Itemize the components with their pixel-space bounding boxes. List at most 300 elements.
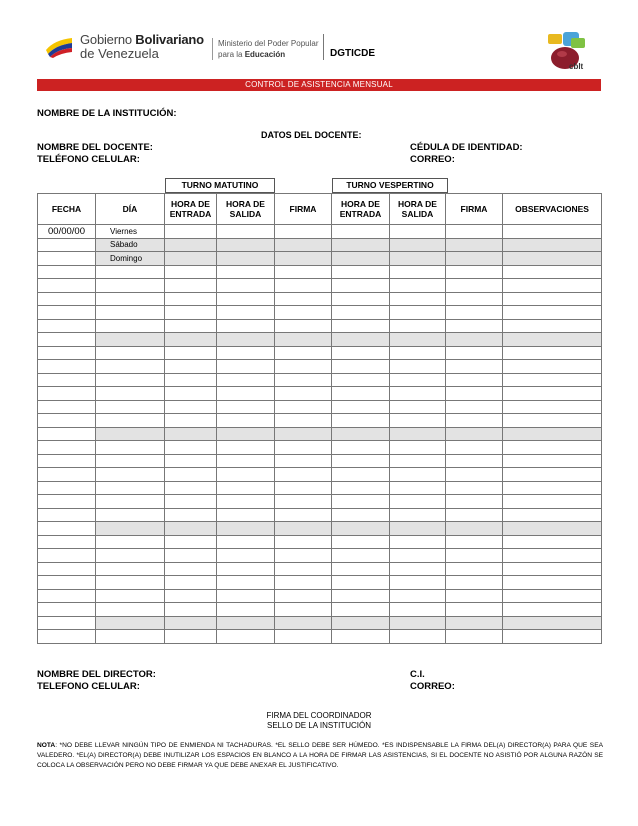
table-cell-salida-vespertino[interactable] <box>390 508 446 522</box>
table-cell-fecha[interactable] <box>38 306 96 320</box>
table-cell-salida-matutino[interactable] <box>217 481 275 495</box>
table-cell-salida-matutino[interactable] <box>217 387 275 401</box>
table-cell-entrada-matutino[interactable] <box>165 400 217 414</box>
table-cell-firma-vespertino[interactable] <box>446 630 503 644</box>
table-cell-dia[interactable] <box>96 400 165 414</box>
table-cell-dia[interactable] <box>96 427 165 441</box>
table-row <box>38 346 602 360</box>
table-cell-fecha[interactable] <box>38 454 96 468</box>
table-cell-salida-vespertino[interactable] <box>390 225 446 239</box>
table-cell-firma-matutino[interactable] <box>275 508 332 522</box>
table-cell-entrada-matutino[interactable] <box>165 481 217 495</box>
director-email-label: CORREO: <box>410 681 455 692</box>
table-cell-firma-vespertino[interactable] <box>446 225 503 239</box>
table-cell-salida-vespertino[interactable] <box>390 292 446 306</box>
table-cell-observaciones[interactable] <box>503 481 602 495</box>
director-phone-label: TELEFONO CELULAR: <box>37 681 140 692</box>
table-cell-fecha[interactable] <box>38 333 96 347</box>
table-cell-entrada-matutino[interactable] <box>165 306 217 320</box>
table-cell-firma-matutino[interactable] <box>275 468 332 482</box>
table-cell-firma-matutino[interactable] <box>275 319 332 333</box>
table-cell-observaciones[interactable] <box>503 238 602 252</box>
table-cell-fecha[interactable] <box>38 400 96 414</box>
table-cell-salida-vespertino[interactable] <box>390 535 446 549</box>
table-cell-entrada-matutino[interactable] <box>165 454 217 468</box>
table-cell-entrada-matutino[interactable] <box>165 589 217 603</box>
table-cell-salida-vespertino[interactable] <box>390 454 446 468</box>
table-cell-firma-vespertino[interactable] <box>446 549 503 563</box>
table-cell-firma-matutino[interactable] <box>275 454 332 468</box>
table-cell-dia[interactable] <box>96 616 165 630</box>
table-cell-firma-vespertino[interactable] <box>446 616 503 630</box>
table-cell-dia[interactable] <box>96 522 165 536</box>
table-cell-entrada-matutino[interactable] <box>165 414 217 428</box>
table-cell-observaciones[interactable] <box>503 225 602 239</box>
table-cell-observaciones[interactable] <box>503 333 602 347</box>
table-cell-firma-vespertino[interactable] <box>446 508 503 522</box>
table-cell-observaciones[interactable] <box>503 292 602 306</box>
table-cell-entrada-vespertino[interactable] <box>332 279 390 293</box>
table-cell-salida-matutino[interactable] <box>217 265 275 279</box>
table-cell-salida-vespertino[interactable] <box>390 468 446 482</box>
table-cell-entrada-vespertino[interactable] <box>332 481 390 495</box>
table-cell-firma-vespertino[interactable] <box>446 400 503 414</box>
table-cell-salida-matutino[interactable] <box>217 630 275 644</box>
table-cell-firma-matutino[interactable] <box>275 306 332 320</box>
document-header <box>0 0 638 80</box>
table-cell-entrada-vespertino[interactable] <box>332 616 390 630</box>
table-cell-salida-vespertino[interactable] <box>390 252 446 266</box>
table-cell-fecha[interactable] <box>38 360 96 374</box>
table-cell-observaciones[interactable] <box>503 346 602 360</box>
table-cell-firma-matutino[interactable] <box>275 562 332 576</box>
table-cell-firma-vespertino[interactable] <box>446 468 503 482</box>
table-cell-firma-vespertino[interactable] <box>446 495 503 509</box>
table-cell-salida-vespertino[interactable] <box>390 400 446 414</box>
table-cell-firma-matutino[interactable] <box>275 400 332 414</box>
table-cell-entrada-matutino[interactable] <box>165 319 217 333</box>
table-cell-salida-vespertino[interactable] <box>390 265 446 279</box>
table-cell-firma-vespertino[interactable] <box>446 414 503 428</box>
table-cell-entrada-matutino[interactable] <box>165 576 217 590</box>
table-cell-observaciones[interactable] <box>503 468 602 482</box>
table-cell-fecha[interactable] <box>38 630 96 644</box>
table-header-row <box>38 194 602 225</box>
table-cell-fecha[interactable] <box>38 522 96 536</box>
table-cell-salida-matutino[interactable] <box>217 427 275 441</box>
table-cell-entrada-matutino[interactable] <box>165 522 217 536</box>
table-cell-entrada-matutino[interactable] <box>165 292 217 306</box>
table-cell-firma-matutino[interactable] <box>275 481 332 495</box>
table-cell-salida-vespertino[interactable] <box>390 522 446 536</box>
table-cell-entrada-vespertino[interactable] <box>332 306 390 320</box>
table-cell-entrada-matutino[interactable] <box>165 535 217 549</box>
table-cell-observaciones[interactable] <box>503 549 602 563</box>
table-cell-salida-vespertino[interactable] <box>390 414 446 428</box>
table-cell-observaciones[interactable] <box>503 616 602 630</box>
shift-afternoon-header: TURNO VESPERTINO <box>332 178 448 193</box>
table-cell-entrada-matutino[interactable] <box>165 427 217 441</box>
table-cell-dia[interactable] <box>96 373 165 387</box>
table-cell-salida-matutino[interactable] <box>217 319 275 333</box>
table-cell-fecha[interactable] <box>38 373 96 387</box>
table-cell-dia[interactable] <box>96 630 165 644</box>
table-cell-dia[interactable] <box>96 306 165 320</box>
table-cell-fecha[interactable] <box>38 414 96 428</box>
cblt-logo-text: cblt <box>569 62 584 71</box>
table-cell-entrada-vespertino[interactable] <box>332 292 390 306</box>
table-cell-salida-vespertino[interactable] <box>390 603 446 617</box>
table-cell-fecha[interactable] <box>38 616 96 630</box>
table-cell-fecha[interactable] <box>38 549 96 563</box>
table-cell-entrada-vespertino[interactable] <box>332 630 390 644</box>
table-cell-entrada-matutino[interactable] <box>165 508 217 522</box>
table-cell-salida-vespertino[interactable] <box>390 589 446 603</box>
table-cell-firma-matutino[interactable] <box>275 279 332 293</box>
table-cell-firma-vespertino[interactable] <box>446 589 503 603</box>
table-cell-salida-vespertino[interactable] <box>390 373 446 387</box>
table-cell-entrada-matutino[interactable] <box>165 616 217 630</box>
table-cell-observaciones[interactable] <box>503 279 602 293</box>
table-cell-entrada-vespertino[interactable] <box>332 252 390 266</box>
table-cell-entrada-vespertino[interactable] <box>332 508 390 522</box>
table-cell-entrada-vespertino[interactable] <box>332 387 390 401</box>
table-cell-dia[interactable] <box>96 508 165 522</box>
table-cell-firma-vespertino[interactable] <box>446 427 503 441</box>
table-cell-firma-matutino[interactable] <box>275 549 332 563</box>
table-cell-fecha[interactable] <box>38 562 96 576</box>
teacher-email-label: CORREO: <box>410 154 455 165</box>
table-cell-salida-matutino[interactable] <box>217 238 275 252</box>
table-cell-salida-matutino[interactable] <box>217 225 275 239</box>
table-cell-salida-matutino[interactable] <box>217 508 275 522</box>
table-row <box>38 387 602 401</box>
table-cell-observaciones[interactable] <box>503 319 602 333</box>
table-cell-firma-matutino[interactable] <box>275 360 332 374</box>
table-cell-entrada-vespertino[interactable] <box>332 265 390 279</box>
table-cell-entrada-matutino[interactable] <box>165 238 217 252</box>
table-cell-entrada-matutino[interactable] <box>165 279 217 293</box>
table-cell-entrada-matutino[interactable] <box>165 549 217 563</box>
table-cell-fecha[interactable] <box>38 279 96 293</box>
table-cell-salida-matutino[interactable] <box>217 360 275 374</box>
table-cell-firma-vespertino[interactable] <box>446 279 503 293</box>
table-cell-firma-matutino[interactable] <box>275 265 332 279</box>
table-cell-entrada-matutino[interactable] <box>165 387 217 401</box>
table-cell-observaciones[interactable] <box>503 373 602 387</box>
table-cell-firma-matutino[interactable] <box>275 238 332 252</box>
table-cell-entrada-vespertino[interactable] <box>332 562 390 576</box>
table-cell-entrada-matutino[interactable] <box>165 265 217 279</box>
table-cell-entrada-vespertino[interactable] <box>332 535 390 549</box>
table-cell-salida-vespertino[interactable] <box>390 616 446 630</box>
table-cell-entrada-vespertino[interactable] <box>332 589 390 603</box>
table-cell-observaciones[interactable] <box>503 427 602 441</box>
table-cell-entrada-matutino[interactable] <box>165 468 217 482</box>
table-cell-firma-vespertino[interactable] <box>446 252 503 266</box>
table-cell-observaciones[interactable] <box>503 508 602 522</box>
table-cell-entrada-matutino[interactable] <box>165 495 217 509</box>
table-cell-fecha[interactable] <box>38 481 96 495</box>
table-cell-salida-matutino[interactable] <box>217 400 275 414</box>
table-cell-dia[interactable] <box>96 387 165 401</box>
table-cell-dia[interactable] <box>96 535 165 549</box>
table-cell-firma-vespertino[interactable] <box>446 360 503 374</box>
table-cell-firma-vespertino[interactable] <box>446 441 503 455</box>
table-cell-dia[interactable] <box>96 603 165 617</box>
table-cell-fecha[interactable] <box>38 441 96 455</box>
table-cell-salida-vespertino[interactable] <box>390 279 446 293</box>
table-cell-entrada-vespertino[interactable] <box>332 468 390 482</box>
table-cell-entrada-matutino[interactable] <box>165 333 217 347</box>
column-header-fecha: FECHA <box>38 194 96 225</box>
table-cell-salida-matutino[interactable] <box>217 535 275 549</box>
table-cell-firma-vespertino[interactable] <box>446 481 503 495</box>
table-cell-firma-matutino[interactable] <box>275 535 332 549</box>
table-cell-firma-vespertino[interactable] <box>446 576 503 590</box>
table-cell-firma-matutino[interactable] <box>275 630 332 644</box>
table-row <box>38 495 602 509</box>
table-cell-salida-matutino[interactable] <box>217 346 275 360</box>
table-cell-firma-vespertino[interactable] <box>446 238 503 252</box>
table-cell-salida-matutino[interactable] <box>217 468 275 482</box>
table-cell-salida-vespertino[interactable] <box>390 576 446 590</box>
table-row <box>38 535 602 549</box>
table-cell-entrada-vespertino[interactable] <box>332 495 390 509</box>
table-cell-dia[interactable] <box>96 414 165 428</box>
table-cell-fecha[interactable] <box>38 238 96 252</box>
table-cell-firma-matutino[interactable] <box>275 373 332 387</box>
table-cell-firma-matutino[interactable] <box>275 333 332 347</box>
table-cell-salida-matutino[interactable] <box>217 292 275 306</box>
table-cell-fecha[interactable] <box>38 292 96 306</box>
table-cell-fecha[interactable]: 00/00/00 <box>38 225 96 239</box>
table-cell-observaciones[interactable] <box>503 400 602 414</box>
table-cell-dia[interactable]: Sábado <box>96 238 165 252</box>
table-cell-salida-matutino[interactable] <box>217 562 275 576</box>
table-cell-firma-matutino[interactable] <box>275 414 332 428</box>
table-cell-salida-vespertino[interactable] <box>390 549 446 563</box>
table-cell-salida-matutino[interactable] <box>217 549 275 563</box>
table-cell-fecha[interactable] <box>38 265 96 279</box>
table-cell-entrada-vespertino[interactable] <box>332 576 390 590</box>
table-cell-dia[interactable] <box>96 562 165 576</box>
table-cell-observaciones[interactable] <box>503 387 602 401</box>
table-cell-salida-vespertino[interactable] <box>390 306 446 320</box>
table-cell-entrada-matutino[interactable] <box>165 252 217 266</box>
table-cell-firma-vespertino[interactable] <box>446 535 503 549</box>
table-cell-entrada-vespertino[interactable] <box>332 333 390 347</box>
table-cell-observaciones[interactable] <box>503 603 602 617</box>
table-cell-observaciones[interactable] <box>503 630 602 644</box>
table-cell-observaciones[interactable] <box>503 495 602 509</box>
table-cell-fecha[interactable] <box>38 427 96 441</box>
table-cell-observaciones[interactable] <box>503 576 602 590</box>
table-cell-fecha[interactable] <box>38 468 96 482</box>
table-cell-salida-matutino[interactable] <box>217 616 275 630</box>
table-cell-salida-matutino[interactable] <box>217 333 275 347</box>
table-cell-entrada-matutino[interactable] <box>165 441 217 455</box>
table-cell-fecha[interactable] <box>38 387 96 401</box>
table-cell-observaciones[interactable] <box>503 265 602 279</box>
table-cell-entrada-vespertino[interactable] <box>332 549 390 563</box>
table-cell-dia[interactable] <box>96 454 165 468</box>
table-cell-fecha[interactable] <box>38 495 96 509</box>
table-cell-entrada-vespertino[interactable] <box>332 522 390 536</box>
table-cell-firma-vespertino[interactable] <box>446 333 503 347</box>
table-cell-dia[interactable] <box>96 333 165 347</box>
table-cell-entrada-vespertino[interactable] <box>332 373 390 387</box>
table-cell-firma-vespertino[interactable] <box>446 306 503 320</box>
table-cell-salida-matutino[interactable] <box>217 414 275 428</box>
table-cell-fecha[interactable] <box>38 535 96 549</box>
table-row <box>38 616 602 630</box>
government-name-line2: de Venezuela <box>80 46 159 61</box>
table-cell-observaciones[interactable] <box>503 306 602 320</box>
table-cell-dia[interactable] <box>96 589 165 603</box>
table-cell-observaciones[interactable] <box>503 441 602 455</box>
table-cell-observaciones[interactable] <box>503 535 602 549</box>
table-cell-fecha[interactable] <box>38 346 96 360</box>
table-cell-firma-matutino[interactable] <box>275 225 332 239</box>
table-cell-dia[interactable] <box>96 360 165 374</box>
table-cell-dia[interactable] <box>96 346 165 360</box>
table-row <box>38 603 602 617</box>
director-name-label: NOMBRE DEL DIRECTOR: <box>37 669 156 680</box>
table-cell-firma-vespertino[interactable] <box>446 603 503 617</box>
table-cell-firma-matutino[interactable] <box>275 292 332 306</box>
table-cell-entrada-vespertino[interactable] <box>332 441 390 455</box>
table-cell-entrada-vespertino[interactable] <box>332 603 390 617</box>
table-cell-salida-vespertino[interactable] <box>390 238 446 252</box>
table-cell-firma-matutino[interactable] <box>275 589 332 603</box>
table-cell-fecha[interactable] <box>38 603 96 617</box>
table-cell-salida-matutino[interactable] <box>217 454 275 468</box>
table-cell-entrada-vespertino[interactable] <box>332 346 390 360</box>
table-cell-dia[interactable] <box>96 481 165 495</box>
table-cell-salida-vespertino[interactable] <box>390 481 446 495</box>
table-cell-observaciones[interactable] <box>503 454 602 468</box>
table-cell-firma-matutino[interactable] <box>275 576 332 590</box>
table-cell-salida-matutino[interactable] <box>217 495 275 509</box>
table-cell-dia[interactable] <box>96 549 165 563</box>
table-cell-entrada-matutino[interactable] <box>165 225 217 239</box>
table-cell-entrada-vespertino[interactable] <box>332 225 390 239</box>
table-cell-fecha[interactable] <box>38 508 96 522</box>
table-cell-firma-matutino[interactable] <box>275 387 332 401</box>
table-row <box>38 279 602 293</box>
table-cell-salida-vespertino[interactable] <box>390 427 446 441</box>
table-cell-entrada-matutino[interactable] <box>165 373 217 387</box>
table-row <box>38 238 602 252</box>
table-row <box>38 508 602 522</box>
table-cell-salida-matutino[interactable] <box>217 603 275 617</box>
table-row <box>38 252 602 266</box>
table-cell-entrada-matutino[interactable] <box>165 360 217 374</box>
table-cell-firma-vespertino[interactable] <box>446 265 503 279</box>
table-cell-dia[interactable] <box>96 495 165 509</box>
table-cell-salida-matutino[interactable] <box>217 373 275 387</box>
table-cell-entrada-vespertino[interactable] <box>332 319 390 333</box>
table-cell-entrada-vespertino[interactable] <box>332 360 390 374</box>
table-cell-salida-vespertino[interactable] <box>390 441 446 455</box>
table-cell-entrada-vespertino[interactable] <box>332 454 390 468</box>
table-cell-observaciones[interactable] <box>503 252 602 266</box>
table-cell-observaciones[interactable] <box>503 522 602 536</box>
table-cell-salida-vespertino[interactable] <box>390 346 446 360</box>
table-cell-salida-vespertino[interactable] <box>390 387 446 401</box>
table-cell-firma-vespertino[interactable] <box>446 454 503 468</box>
table-cell-fecha[interactable] <box>38 319 96 333</box>
table-cell-salida-vespertino[interactable] <box>390 495 446 509</box>
table-cell-firma-vespertino[interactable] <box>446 387 503 401</box>
table-cell-firma-matutino[interactable] <box>275 603 332 617</box>
table-cell-dia[interactable] <box>96 468 165 482</box>
table-cell-observaciones[interactable] <box>503 562 602 576</box>
table-cell-firma-matutino[interactable] <box>275 252 332 266</box>
table-cell-entrada-vespertino[interactable] <box>332 427 390 441</box>
table-cell-observaciones[interactable] <box>503 414 602 428</box>
table-cell-entrada-vespertino[interactable] <box>332 414 390 428</box>
table-cell-salida-vespertino[interactable] <box>390 360 446 374</box>
table-cell-dia[interactable] <box>96 319 165 333</box>
table-cell-firma-vespertino[interactable] <box>446 522 503 536</box>
table-cell-salida-matutino[interactable] <box>217 522 275 536</box>
table-cell-salida-vespertino[interactable] <box>390 562 446 576</box>
table-cell-firma-vespertino[interactable] <box>446 562 503 576</box>
table-cell-entrada-matutino[interactable] <box>165 346 217 360</box>
table-cell-firma-matutino[interactable] <box>275 495 332 509</box>
table-cell-firma-matutino[interactable] <box>275 522 332 536</box>
table-row <box>38 454 602 468</box>
table-cell-fecha[interactable] <box>38 576 96 590</box>
table-cell-dia[interactable] <box>96 279 165 293</box>
table-cell-entrada-matutino[interactable] <box>165 603 217 617</box>
table-cell-firma-matutino[interactable] <box>275 346 332 360</box>
table-cell-fecha[interactable] <box>38 589 96 603</box>
table-cell-dia[interactable] <box>96 441 165 455</box>
table-cell-salida-matutino[interactable] <box>217 576 275 590</box>
table-cell-dia[interactable] <box>96 576 165 590</box>
table-cell-salida-matutino[interactable] <box>217 252 275 266</box>
table-cell-entrada-matutino[interactable] <box>165 630 217 644</box>
table-cell-firma-matutino[interactable] <box>275 616 332 630</box>
table-cell-fecha[interactable] <box>38 252 96 266</box>
table-cell-entrada-vespertino[interactable] <box>332 238 390 252</box>
table-cell-salida-vespertino[interactable] <box>390 333 446 347</box>
table-cell-salida-vespertino[interactable] <box>390 630 446 644</box>
table-cell-dia[interactable]: Viernes <box>96 225 165 239</box>
table-cell-firma-vespertino[interactable] <box>446 373 503 387</box>
table-cell-firma-vespertino[interactable] <box>446 292 503 306</box>
table-cell-entrada-matutino[interactable] <box>165 562 217 576</box>
table-cell-observaciones[interactable] <box>503 360 602 374</box>
table-cell-firma-matutino[interactable] <box>275 427 332 441</box>
table-cell-observaciones[interactable] <box>503 589 602 603</box>
table-cell-dia[interactable]: Domingo <box>96 252 165 266</box>
table-cell-firma-matutino[interactable] <box>275 441 332 455</box>
table-cell-salida-vespertino[interactable] <box>390 319 446 333</box>
table-cell-dia[interactable] <box>96 265 165 279</box>
table-cell-salida-matutino[interactable] <box>217 306 275 320</box>
table-cell-firma-vespertino[interactable] <box>446 319 503 333</box>
table-cell-salida-matutino[interactable] <box>217 279 275 293</box>
table-cell-entrada-vespertino[interactable] <box>332 400 390 414</box>
table-cell-firma-vespertino[interactable] <box>446 346 503 360</box>
table-cell-salida-matutino[interactable] <box>217 589 275 603</box>
table-cell-dia[interactable] <box>96 292 165 306</box>
table-cell-salida-matutino[interactable] <box>217 441 275 455</box>
